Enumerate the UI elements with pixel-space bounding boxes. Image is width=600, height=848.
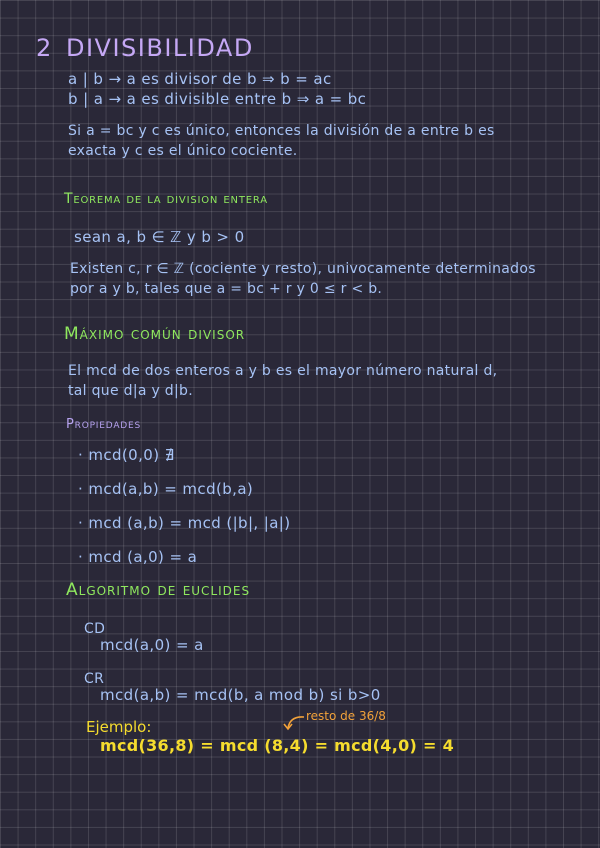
definition-line-2: b | a → a es divisible entre b ⇒ a = bc	[68, 90, 367, 108]
teorema-heading: Teorema de la division entera	[64, 191, 268, 207]
section-number: 2	[36, 34, 52, 62]
mcd-line-1: El mcd de dos enteros a y b es el mayor número natural d,	[68, 363, 498, 379]
ejemplo-label: Ejemplo:	[86, 718, 152, 736]
ejemplo-formula: mcd(36,8) = mcd (8,4) = mcd(4,0) = 4	[100, 736, 455, 755]
definition-note-2: exacta y c es el único cociente.	[68, 143, 298, 159]
page-title: DIVISIBILIDAD	[66, 34, 254, 62]
mcd-line-2: tal que d|a y d|b.	[68, 383, 193, 399]
cr-formula: mcd(a,b) = mcd(b, a mod b) si b>0	[100, 686, 381, 704]
ejemplo-annotation: resto de 36/8	[306, 709, 386, 723]
teorema-line-1: sean a, b ∈ ℤ y b > 0	[74, 228, 245, 246]
property-item: · mcd(a,b) = mcd(b,a)	[78, 480, 254, 498]
teorema-line-3: por a y b, tales que a = bc + r y 0 ≤ r < b.	[70, 281, 383, 297]
annotation-arrow-icon	[282, 712, 308, 734]
cr-label: CR	[84, 671, 105, 687]
euclides-heading: Algoritmo de euclides	[66, 580, 251, 600]
definition-line-1: a | b → a es divisor de b ⇒ b = ac	[68, 70, 332, 88]
cd-label: CD	[84, 621, 106, 637]
property-item: · mcd (a,b) = mcd (|b|, |a|)	[78, 514, 291, 532]
property-item: · mcd (a,0) = a	[78, 548, 198, 566]
teorema-line-2: Existen c, r ∈ ℤ (cociente y resto), univocamente determinados	[70, 261, 536, 277]
propiedades-heading: Propiedades	[66, 417, 142, 432]
cd-formula: mcd(a,0) = a	[100, 636, 204, 654]
property-item: · mcd(0,0) ∄	[78, 446, 175, 464]
mcd-heading: Máximo común divisor	[64, 324, 246, 344]
definition-note-1: Si a = bc y c es único, entonces la división de a entre b es	[68, 123, 495, 139]
